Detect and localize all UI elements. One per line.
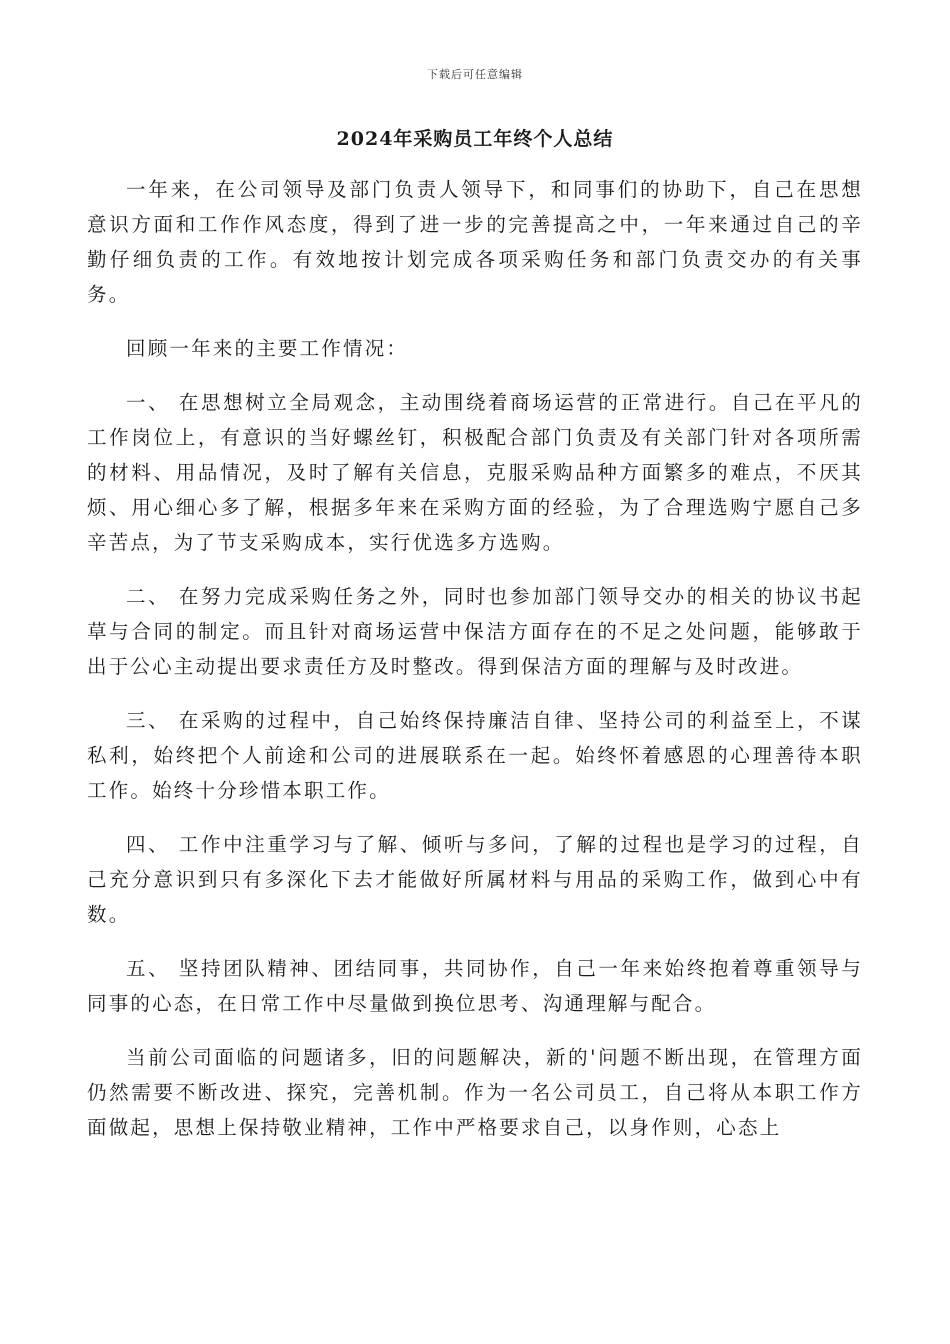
paragraph-item-2: 二、 在努力完成采购任务之外，同时也参加部门领导交办的相关的协议书起草与合同的制定。而且针对商场运营中保洁方面存在的不足之处问题，能够敢于出于公心主动提出要求责任方及时整改。得到保洁方面的理解与及时改进。 — [87, 585, 863, 678]
document-body — [87, 172, 863, 1164]
paragraph-outlook: 当前公司面临的问题诸多，旧的问题解决，新的'问题不断出现，在管理方面仍然需要不断改进、探究，完善机制。作为一名公司员工，自己将从本职工作方面做起，思想上保持敬业精神，工作中严格要求自己，以身作则，心态上 — [87, 1046, 863, 1139]
paragraph-item-4: 四、 工作中注重学习与了解、倾听与多问，了解的过程也是学习的过程，自己充分意识到只有多深化下去才能做好所属材料与用品的采购工作，做到心中有数。 — [87, 833, 863, 926]
paragraph-item-1: 一、 在思想树立全局观念，主动围绕着商场运营的正常进行。自己在平凡的工作岗位上，有意识的当好螺丝钉，积极配合部门负责及有关部门针对各项所需的材料、用品情况，及时了解有关信息，克服采购品种方面繁多的难点，不厌其烦、用心细心多了解，根据多年来在采购方面的经验，为了合理选购宁愿自己多辛苦点，为了节支采购成本，实行优选多方选购。 — [87, 391, 863, 554]
document-title: 2024年采购员工年终个人总结 — [336, 128, 614, 150]
header-note: 下载后可任意编辑 — [427, 68, 523, 81]
paragraph-intro: 一年来，在公司领导及部门负责人领导下，和同事们的协助下，自己在思想意识方面和工作作风态度，得到了进一步的完善提高之中，一年来通过自己的辛勤仔细负责的工作。有效地按计划完成各项采购任务和部门负责交办的有关事务。 — [87, 178, 863, 306]
paragraph-item-3: 三、 在采购的过程中，自己始终保持廉洁自律、坚持公司的利益至上，不谋私利，始终把个人前途和公司的进展联系在一起。始终怀着感恩的心理善待本职工作。始终十分珍惜本职工作。 — [87, 709, 863, 802]
paragraph-review-heading: 回顾一年来的主要工作情况： — [126, 337, 409, 360]
paragraph-item-5: 五、 坚持团队精神、团结同事，共同协作，自己一年来始终抱着尊重领导与同事的心态，在日常工作中尽量做到换位思考、沟通理解与配合。 — [87, 957, 863, 1015]
